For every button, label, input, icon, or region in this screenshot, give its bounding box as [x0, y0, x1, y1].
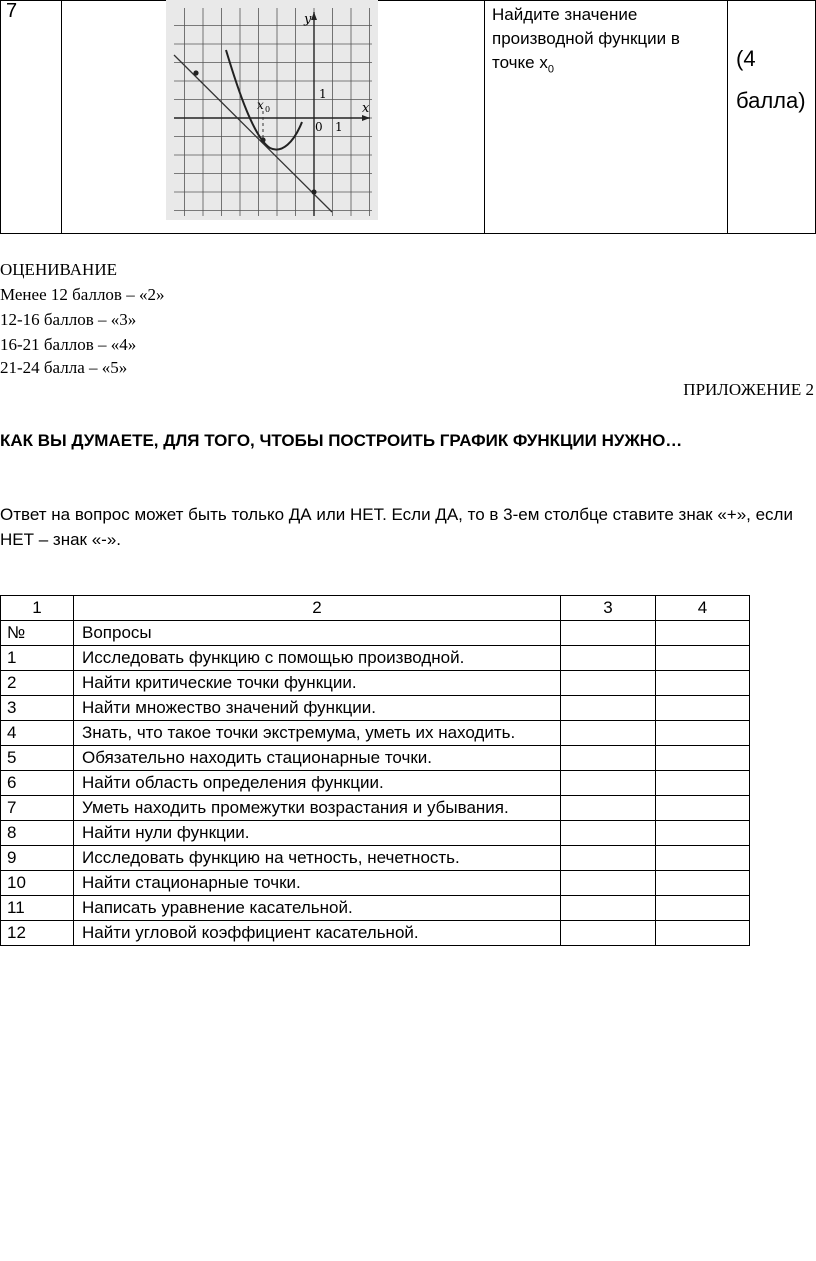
row-number: 12 — [1, 921, 74, 946]
row-number: 3 — [1, 696, 74, 721]
table-row — [1, 671, 750, 696]
table-divider — [61, 0, 62, 234]
table-border-top — [0, 0, 816, 1]
answer-cell[interactable] — [656, 621, 750, 646]
tangency-point — [260, 137, 265, 142]
table-row — [1, 771, 750, 796]
question-text: Знать, что такое точки экстремума, уметь их находить. — [74, 721, 561, 746]
column-number: 2 — [74, 596, 561, 621]
table-row — [1, 796, 750, 821]
x-tick-one: 1 — [335, 120, 343, 134]
question-text: Уметь находить промежутки возрастания и убывания. — [74, 796, 561, 821]
row-number: 5 — [1, 746, 74, 771]
column-number: 3 — [561, 596, 656, 621]
answer-cell[interactable] — [656, 746, 750, 771]
answer-cell[interactable] — [656, 921, 750, 946]
question-text: Исследовать функцию на четность, нечетность. — [74, 846, 561, 871]
grading-line: 21-24 балла – «5» — [0, 358, 128, 377]
row-number: 8 — [1, 821, 74, 846]
answer-cell[interactable] — [656, 821, 750, 846]
tangent-point — [193, 70, 198, 75]
function-graph-figure — [166, 0, 378, 220]
task-text — [492, 3, 720, 81]
answer-cell[interactable] — [656, 721, 750, 746]
answer-cell[interactable] — [561, 821, 656, 846]
answer-cell[interactable] — [561, 646, 656, 671]
question-text: Найти область определения функции. — [74, 771, 561, 796]
table-border-bottom — [0, 233, 816, 234]
grading-line: 16-21 баллов – «4» — [0, 335, 137, 354]
table-divider — [727, 0, 728, 234]
table-row — [1, 821, 750, 846]
question-text: Найти угловой коэффициент касательной. — [74, 921, 561, 946]
table-row — [1, 646, 750, 671]
answer-cell[interactable] — [561, 871, 656, 896]
x0-label: x — [257, 98, 264, 112]
column-number: 4 — [656, 596, 750, 621]
answer-cell[interactable] — [656, 696, 750, 721]
header-questions: Вопросы — [74, 621, 561, 646]
y-axis-arrow — [311, 12, 317, 20]
answer-cell[interactable] — [656, 771, 750, 796]
question-text: Исследовать функцию с помощью производной. — [74, 646, 561, 671]
header-num: № — [1, 621, 74, 646]
row-number: 1 — [1, 646, 74, 671]
tangent-line — [174, 55, 332, 212]
question-text: Найти нули функции. — [74, 821, 561, 846]
answer-cell[interactable] — [561, 746, 656, 771]
question-text: Найти критические точки функции. — [74, 671, 561, 696]
y-axis-label: y — [304, 12, 312, 27]
graph-grid — [174, 8, 372, 216]
answer-cell[interactable] — [561, 921, 656, 946]
row-number: 11 — [1, 896, 74, 921]
answer-cell[interactable] — [656, 646, 750, 671]
task-text-subscript: 0 — [547, 63, 554, 76]
x0-subscript: 0 — [265, 105, 271, 114]
row-number: 9 — [1, 846, 74, 871]
table-row — [1, 721, 750, 746]
table-row — [1, 746, 750, 771]
question-text: Найти стационарные точки. — [74, 871, 561, 896]
grading-line: 12-16 баллов – «3» — [0, 310, 137, 329]
instructions-text: Ответ на вопрос может быть только ДА или НЕТ. Если ДА, то в 3-ем столбце ставите знак «+», если НЕТ – знак «-». — [0, 505, 793, 549]
answer-cell[interactable] — [656, 896, 750, 921]
appendix-label: ПРИЛОЖЕНИЕ 2 — [683, 380, 814, 399]
row-number: 4 — [1, 721, 74, 746]
origin-label: 0 — [315, 120, 323, 134]
task-score-unit: балла) — [736, 88, 806, 113]
answer-cell[interactable] — [561, 671, 656, 696]
table-row — [1, 846, 750, 871]
grading-line: Менее 12 баллов – «2» — [0, 285, 165, 304]
answer-cell[interactable] — [561, 846, 656, 871]
section-heading: КАК ВЫ ДУМАЕТЕ, ДЛЯ ТОГО, ЧТОБЫ ПОСТРОИТЬ ГРАФИК ФУНКЦИИ НУЖНО… — [0, 431, 683, 450]
x-axis-label: x — [362, 101, 370, 116]
column-number: 1 — [1, 596, 74, 621]
grading-title: ОЦЕНИВАНИЕ — [0, 260, 117, 279]
task-text-main: Найдите значение производной функции в точке х — [492, 5, 680, 72]
question-text: Найти множество значений функции. — [74, 696, 561, 721]
table-header-row — [1, 621, 750, 646]
answer-cell[interactable] — [656, 846, 750, 871]
table-column-numbers — [1, 596, 750, 621]
table-row — [1, 871, 750, 896]
answer-cell[interactable] — [561, 896, 656, 921]
answer-cell[interactable] — [561, 696, 656, 721]
table-divider — [484, 0, 485, 234]
function-graph — [166, 0, 378, 220]
answer-cell[interactable] — [561, 621, 656, 646]
table-row — [1, 696, 750, 721]
answer-cell[interactable] — [656, 871, 750, 896]
table-border-left — [0, 0, 1, 234]
answer-cell[interactable] — [561, 771, 656, 796]
table-row — [1, 896, 750, 921]
tangent-point — [311, 189, 316, 194]
row-number: 2 — [1, 671, 74, 696]
y-tick-one: 1 — [319, 87, 327, 101]
question-text: Обязательно находить стационарные точки. — [74, 746, 561, 771]
answer-cell[interactable] — [656, 671, 750, 696]
task-table — [0, 0, 816, 234]
table-row — [1, 921, 750, 946]
row-number: 6 — [1, 771, 74, 796]
answer-cell[interactable] — [561, 721, 656, 746]
answer-cell[interactable] — [656, 796, 750, 821]
row-number: 7 — [1, 796, 74, 821]
question-text: Написать уравнение касательной. — [74, 896, 561, 921]
task-number: 7 — [6, 0, 18, 22]
task-score: (4 — [736, 46, 756, 71]
answer-cell[interactable] — [561, 796, 656, 821]
questions-table — [0, 595, 750, 946]
row-number: 10 — [1, 871, 74, 896]
